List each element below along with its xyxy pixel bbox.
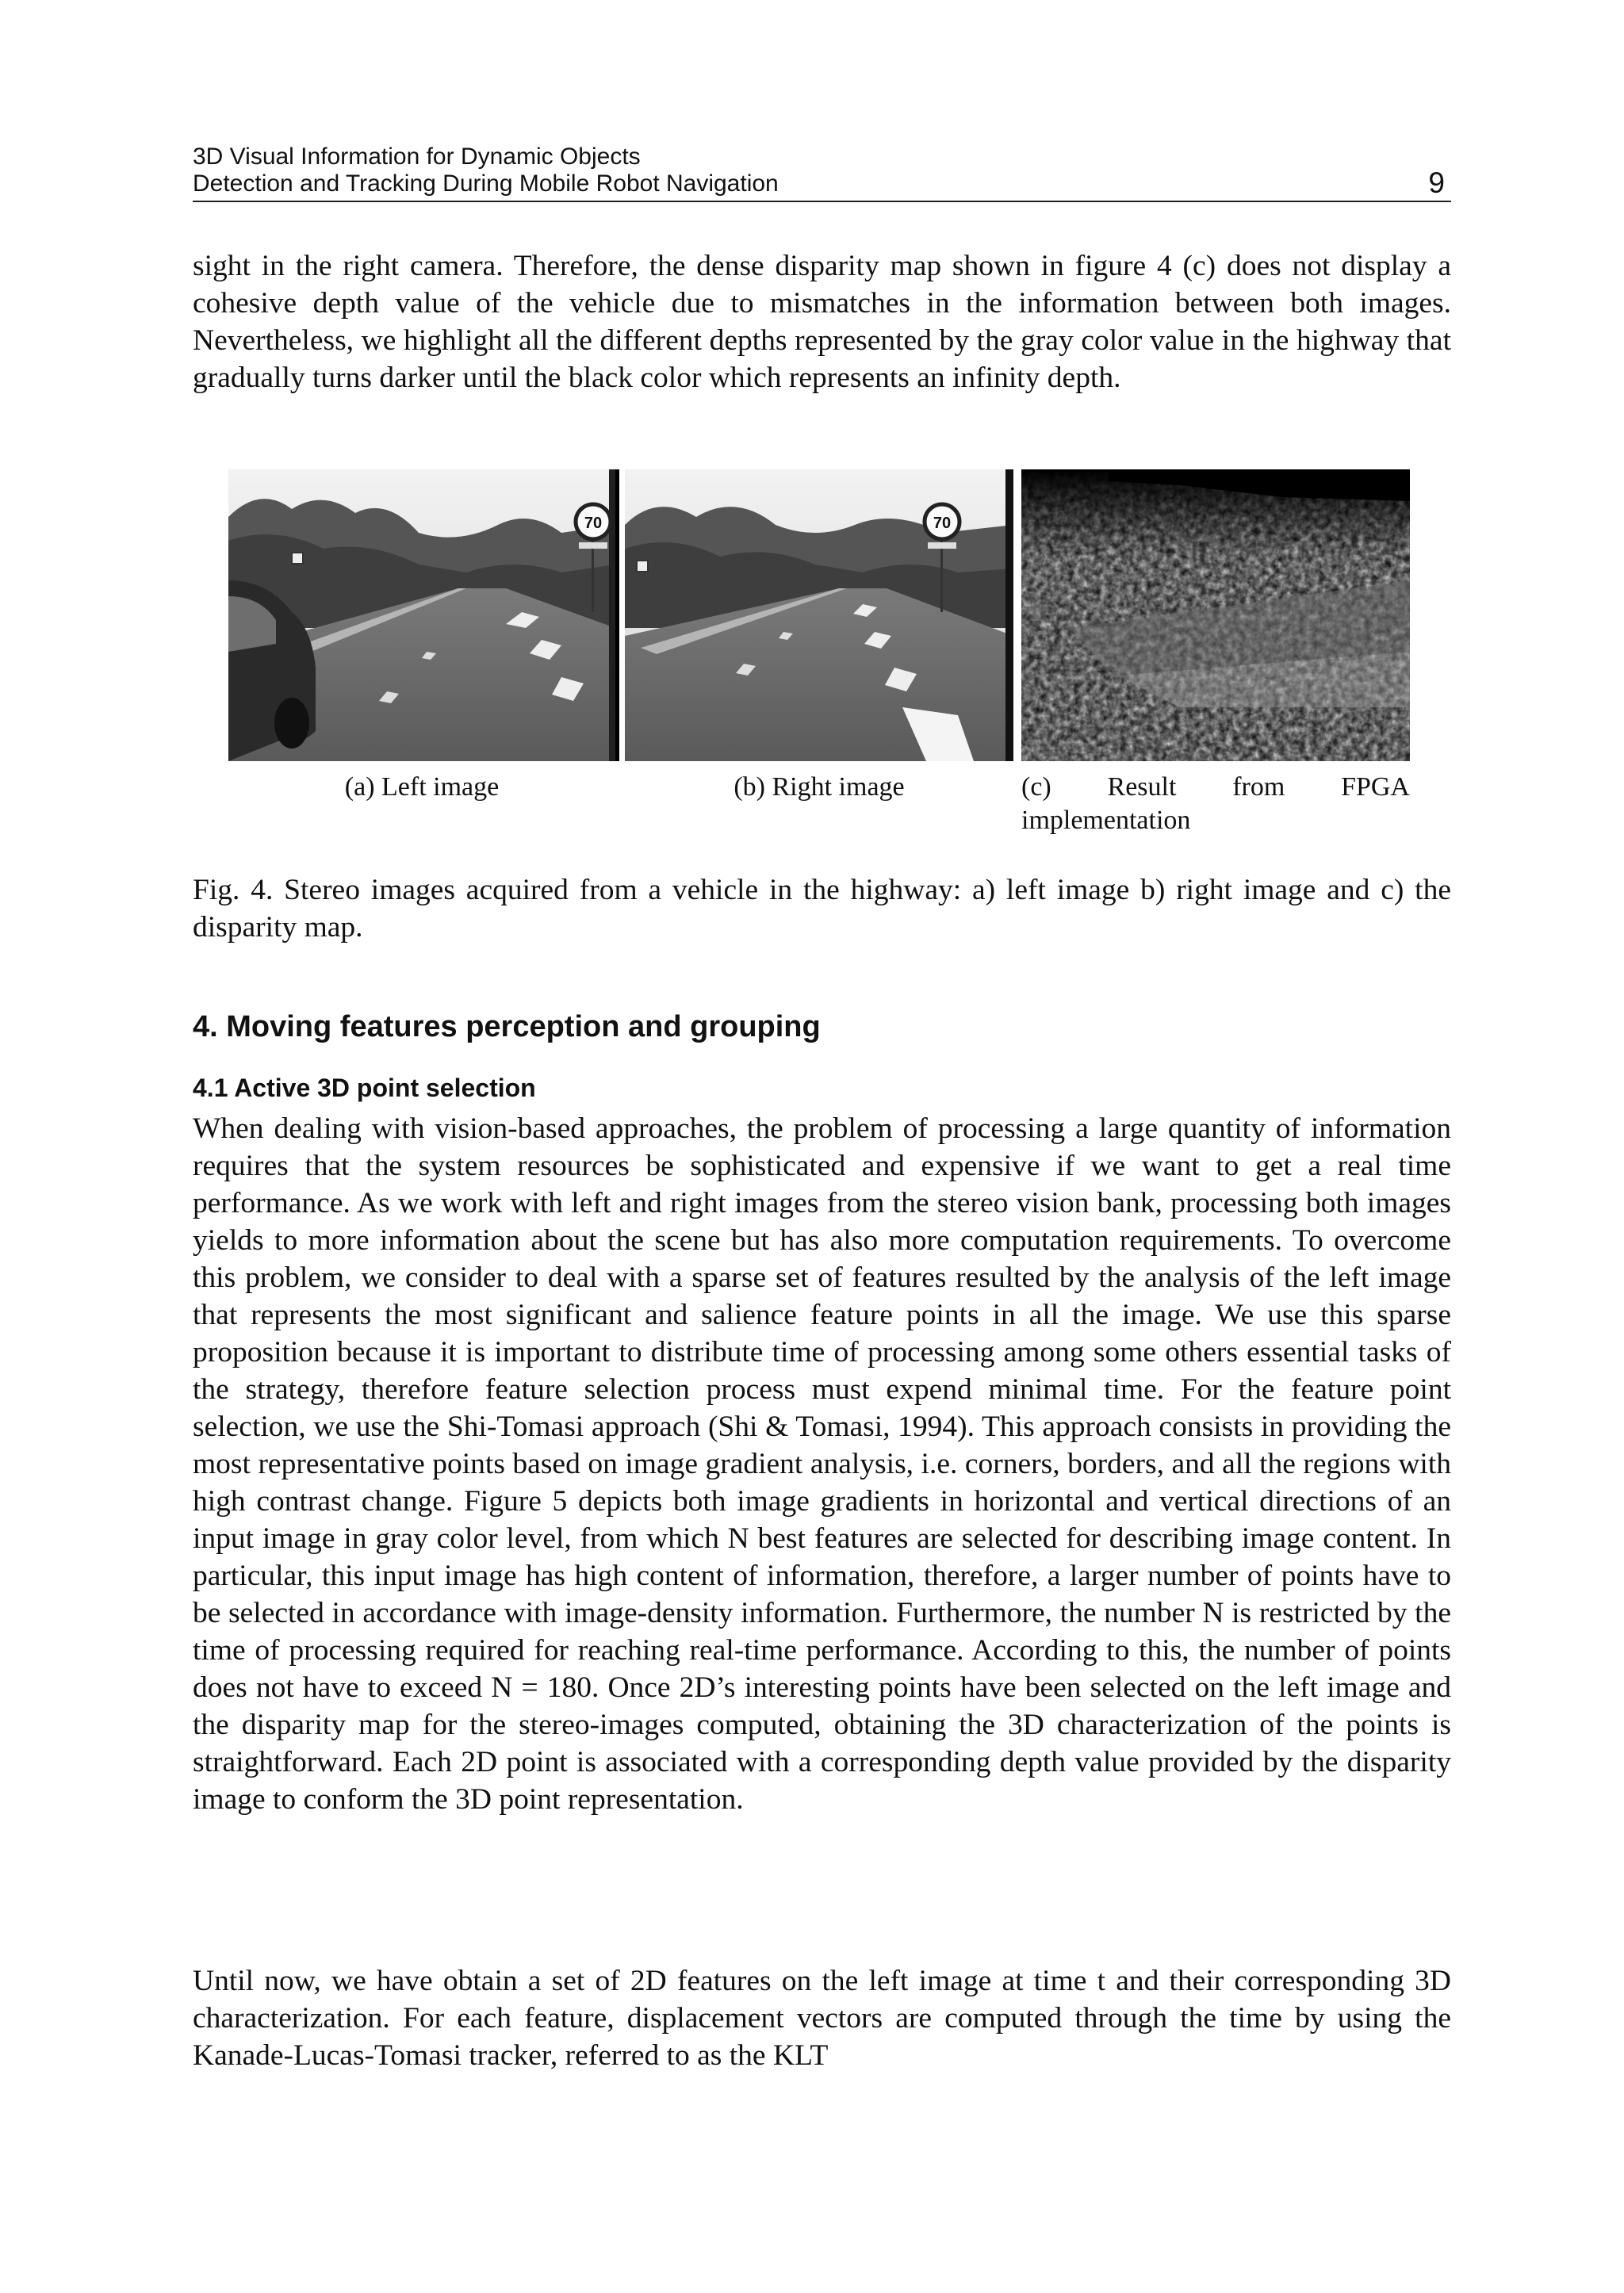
figure-divider xyxy=(615,469,619,761)
intro-paragraph xyxy=(193,247,1451,396)
header-title-line2: Detection and Tracking During Mobile Robot Navigation xyxy=(193,170,779,197)
subcaption-disparity xyxy=(1021,771,1410,837)
body-paragraph-2 xyxy=(193,1962,1451,2074)
subsection-heading: 4.1 Active 3D point selection xyxy=(193,1074,536,1102)
subcaption-disparity-line1: (c) Result from FPGA xyxy=(1021,772,1410,802)
body-paragraph-1-text: When dealing with vision-based approaches, the problem of processing a large quantity of information requires that the system resources be sophisticated and expensive if we want to get a real time performance. As we work with left and right images from the stereo vision bank, processing both images yields to more information about the scene but has also more computation requirements. To overcome this problem, we consider to deal with a sparse set of features resulted by the analysis of the left image that represents the most significant and salience feature points in all the image. We use this sparse proposition because it is important to distribute time of processing among some others essential tasks of the strategy, therefore feature selection process must expend minimal time. For the feature point selection, we use the Shi-Tomasi approach (Shi & Tomasi, 1994). This approach consists in providing the most representative points based on image gradient analysis, i.e. corners, borders, and all the regions with high contrast change. Figure 5 depicts both image gradients in horizontal and vertical directions of an input image in gray color level, from which N best features are selected for describing image content. In particular, this input image has high content of information, therefore, a larger number of points have to be selected in accordance with image-density information. Furthermore, the number N is restricted by the time of processing required for reaching real-time performance. According to this, the number of points does not have to exceed N = 180. Once 2D’s interesting points have been selected on the left image and the disparity map for the stereo-images computed, obtaining the 3D characterization of the points is straightforward. Each 2D point is associated with a corresponding depth value provided by the disparity image to conform the 3D point representation. xyxy=(193,1112,1451,1816)
intro-paragraph-text: sight in the right camera. Therefore, the dense disparity map shown in figure 4 (c) does not display a cohesive depth value of the vehicle due to mismatches in the information between both images. Nevertheless, we highlight all the different depths represented by the gray color value in the highway that gradually turns darker until the black color which represents an infinity depth. xyxy=(193,250,1451,394)
body-paragraph-1 xyxy=(193,1110,1451,1818)
speed-sign-text-left: 70 xyxy=(584,515,603,532)
subcaption-left-image: (a) Left image xyxy=(344,772,500,802)
figure-left-image xyxy=(228,469,615,761)
body-paragraph-2-text: Until now, we have obtain a set of 2D features on the left image at time t and their corresponding 3D characterization. For each feature, displacement vectors are computed through the time by using the Kanade-Lucas-Tomasi tracker, referred to as the KLT xyxy=(193,1965,1451,2072)
figure-caption xyxy=(193,871,1451,946)
subcaption-right-image: (b) Right image xyxy=(733,772,905,802)
header-title-line1: 3D Visual Information for Dynamic Objects xyxy=(193,144,641,170)
page-number: 9 xyxy=(1428,167,1445,199)
running-header xyxy=(193,141,1451,202)
figure-caption-text: Fig. 4. Stereo images acquired from a vehicle in the highway: a) left image b) right image and c) the disparity map. xyxy=(193,874,1451,944)
figure-right-image xyxy=(625,469,1013,761)
section-heading: 4. Moving features perception and grouping xyxy=(193,1010,821,1043)
subcaption-disparity-line2: implementation xyxy=(1021,806,1191,835)
figure-disparity-map xyxy=(1021,469,1410,761)
speed-sign-text-right: 70 xyxy=(933,515,952,532)
